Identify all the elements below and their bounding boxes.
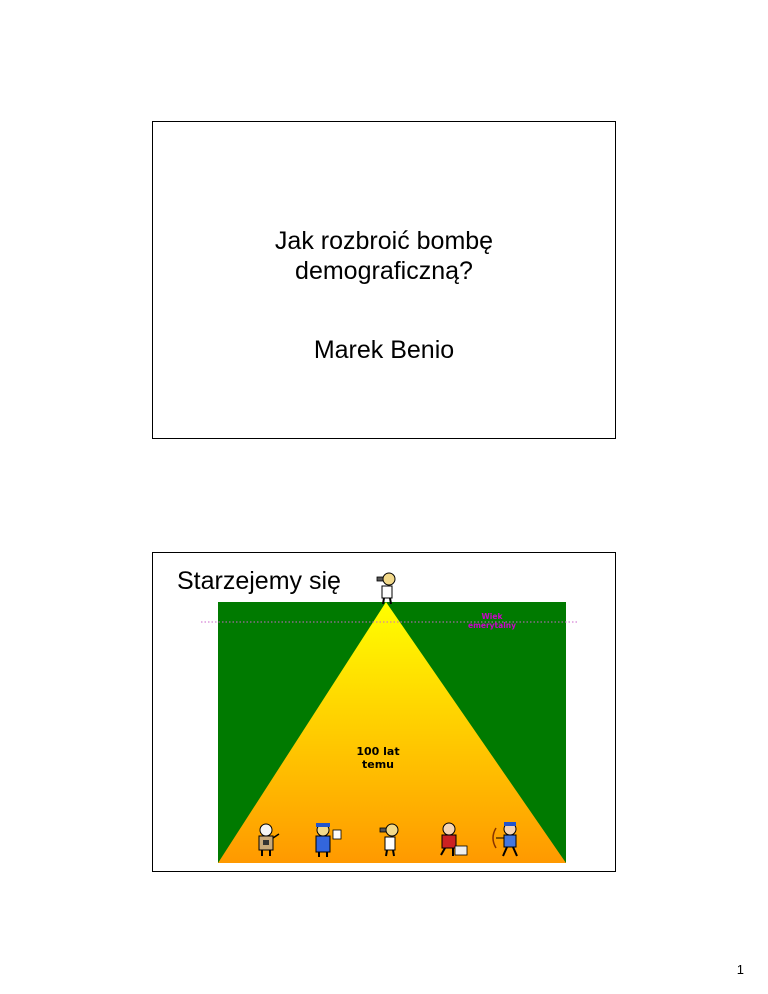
photographer-top-figure — [377, 573, 395, 604]
presentation-title — [153, 226, 615, 286]
slide-title: Starzejemy się — [177, 567, 341, 595]
hundred-years-ago-label — [348, 745, 408, 771]
title-line-2: demograficzną? — [295, 257, 473, 285]
population-pyramid-diagram — [153, 553, 615, 871]
pyramid-label-line-1: 100 lat — [356, 745, 400, 758]
title-slide — [152, 121, 616, 439]
retirement-label-line-2: emerytalny — [467, 621, 517, 630]
title-line-1: Jak rozbroić bombę — [274, 227, 494, 255]
retirement-age-label — [457, 612, 527, 630]
pyramid-label-line-2: temu — [361, 758, 394, 771]
page-number: 1 — [736, 962, 744, 977]
aging-slide — [152, 552, 616, 872]
author-name: Marek Benio — [313, 336, 455, 364]
retirement-label-line-1: Wiek — [481, 612, 503, 621]
